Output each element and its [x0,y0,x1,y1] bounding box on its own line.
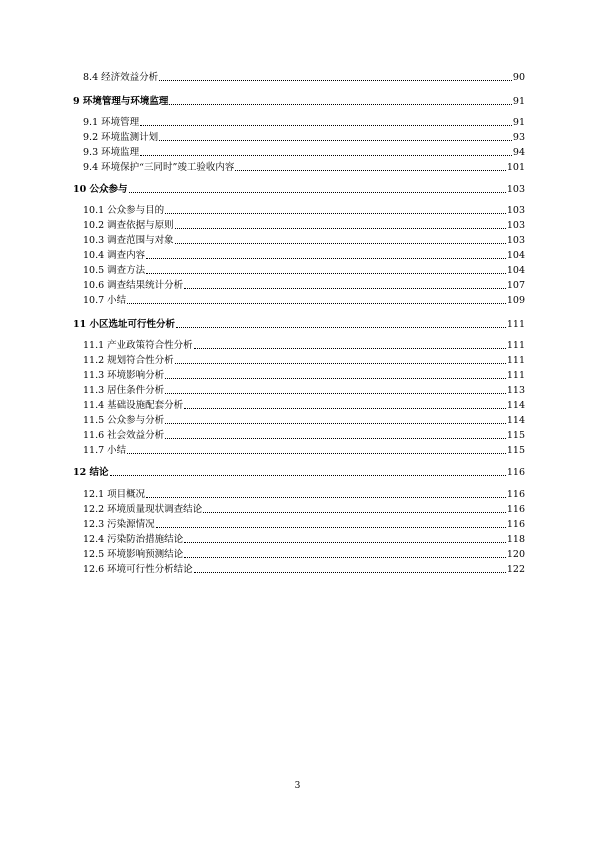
toc-entry-page: 104 [506,250,525,261]
toc-entry-title: 10.6 调查结果统计分析 [83,280,184,291]
dot-leader [165,393,506,394]
toc-entry-page: 111 [506,340,525,351]
dot-leader [184,288,506,289]
toc-entry[interactable] [83,131,525,144]
toc-entry-title: 12.2 环境质量现状调查结论 [83,504,203,515]
dot-leader [194,348,506,349]
toc-entry-title: 9.2 环境监测计划 [83,132,159,143]
toc-entry-page: 115 [506,430,525,441]
toc-entry-page: 94 [512,147,525,158]
dot-leader [175,363,506,364]
toc-chapter[interactable] [73,318,525,331]
dot-leader [194,572,506,573]
toc-entry[interactable] [83,399,525,412]
toc-entry-title: 11 小区选址可行性分析 [73,319,176,330]
toc-entry-title: 12.3 污染源情况 [83,519,155,530]
toc-entry-title: 12.1 项目概况 [83,489,146,500]
toc-entry-title: 11.7 小结 [83,445,127,456]
toc-entry[interactable] [83,488,525,501]
toc-entry[interactable] [83,429,525,442]
toc-chapter[interactable] [73,466,525,479]
toc-entry[interactable] [83,518,525,531]
toc-entry-title: 10.7 小结 [83,295,127,306]
toc-entry[interactable] [83,503,525,516]
toc-entry-page: 118 [506,534,525,545]
dot-leader [146,273,506,274]
toc-chapter[interactable] [73,183,525,196]
toc-entry[interactable] [83,264,525,277]
toc-entry-title: 10.1 公众参与目的 [83,205,165,216]
dot-leader [176,327,506,328]
dot-leader [140,125,512,126]
toc-entry[interactable] [83,146,525,159]
dot-leader [127,453,506,454]
toc-entry-title: 10.5 调查方法 [83,265,146,276]
toc-entry[interactable] [83,219,525,232]
dot-leader [146,258,506,259]
toc-entry-title: 9.4 环境保护“三同时”竣工验收内容 [83,162,235,173]
dot-leader [165,438,506,439]
toc-entry[interactable] [83,204,525,217]
toc-entry-title: 11.3 居住条件分析 [83,385,165,396]
toc-entry-title: 10.4 调查内容 [83,250,146,261]
toc-entry-page: 103 [506,235,525,246]
toc-entry-page: 93 [512,132,525,143]
toc-entry-page: 103 [506,184,525,195]
dot-leader [129,192,506,193]
toc-entry[interactable] [83,116,525,129]
dot-leader [146,497,506,498]
dot-leader [165,423,506,424]
page-number: 3 [294,781,301,791]
toc-entry-page: 111 [506,355,525,366]
toc-entry-page: 111 [506,319,525,330]
toc-entry-page: 104 [506,265,525,276]
toc-entry-page: 103 [506,205,525,216]
toc-chapter[interactable] [73,95,525,108]
dot-leader [140,155,512,156]
toc-entry-page: 107 [506,280,525,291]
toc-entry-title: 8.4 经济效益分析 [83,72,159,83]
toc-entry-title: 11.4 基础设施配套分析 [83,400,184,411]
toc-entry-page: 114 [506,415,525,426]
dot-leader [165,213,506,214]
toc-entry-page: 116 [506,519,525,530]
toc-entry-page: 113 [506,385,525,396]
toc-entry-title: 11.2 规划符合性分析 [83,355,174,366]
toc-entry-title: 9.3 环境监理 [83,147,140,158]
dot-leader [184,557,506,558]
toc-entry-page: 120 [506,549,525,560]
toc-entry[interactable] [83,533,525,546]
dot-leader [156,527,506,528]
toc-entry-title: 11.5 公众参与分析 [83,415,165,426]
toc-entry-title: 11.6 社会效益分析 [83,430,165,441]
dot-leader [159,140,512,141]
dot-leader [169,104,511,105]
toc-entry[interactable] [83,294,525,307]
toc-entry-title: 10.3 调查范围与对象 [83,235,174,246]
toc-entry-page: 115 [506,445,525,456]
toc-entry[interactable] [83,384,525,397]
toc-entry[interactable] [83,161,525,174]
dot-leader [175,243,506,244]
toc-entry[interactable] [83,548,525,561]
toc-entry-title: 11.3 环境影响分析 [83,370,165,381]
dot-leader [184,408,506,409]
toc-entry[interactable] [83,71,525,84]
toc-entry-page: 91 [512,117,525,128]
toc-entry-title: 9.1 环境管理 [83,117,140,128]
toc-entry[interactable] [83,249,525,262]
dot-leader [203,512,506,513]
toc-entry[interactable] [83,414,525,427]
toc-entry-page: 111 [506,370,525,381]
dot-leader [110,475,506,476]
toc-entry-page: 116 [506,467,525,478]
toc-entry[interactable] [83,339,525,352]
toc-entry-page: 91 [512,96,525,107]
toc-entry-page: 101 [506,162,525,173]
dot-leader [165,378,506,379]
toc-entry-title: 12.6 环境可行性分析结论 [83,564,193,575]
toc-entry[interactable] [83,354,525,367]
dot-leader [235,170,506,171]
dot-leader [184,542,506,543]
dot-leader [127,303,506,304]
dot-leader [175,228,506,229]
toc-entry[interactable] [83,369,525,382]
toc-entry-title: 12 结论 [73,467,109,478]
toc-entry-title: 11.1 产业政策符合性分析 [83,340,193,351]
toc-entry-title: 10 公众参与 [73,184,128,195]
toc-entry-page: 116 [506,504,525,515]
toc-entry[interactable] [83,444,525,457]
toc-entry-page: 90 [512,72,525,83]
toc-entry-title: 9 环境管理与环境监理 [73,96,169,107]
toc-entry-title: 10.2 调查依据与原则 [83,220,174,231]
toc-entry[interactable] [83,234,525,247]
toc-entry-page: 114 [506,400,525,411]
toc-entry-title: 12.5 环境影响预测结论 [83,549,184,560]
toc-entry-page: 109 [506,295,525,306]
toc-entry[interactable] [83,563,525,576]
toc-entry-page: 103 [506,220,525,231]
toc-entry-page: 122 [506,564,525,575]
toc-entry[interactable] [83,279,525,292]
toc-entry-page: 116 [506,489,525,500]
dot-leader [159,80,512,81]
toc-entry-title: 12.4 污染防治措施结论 [83,534,184,545]
